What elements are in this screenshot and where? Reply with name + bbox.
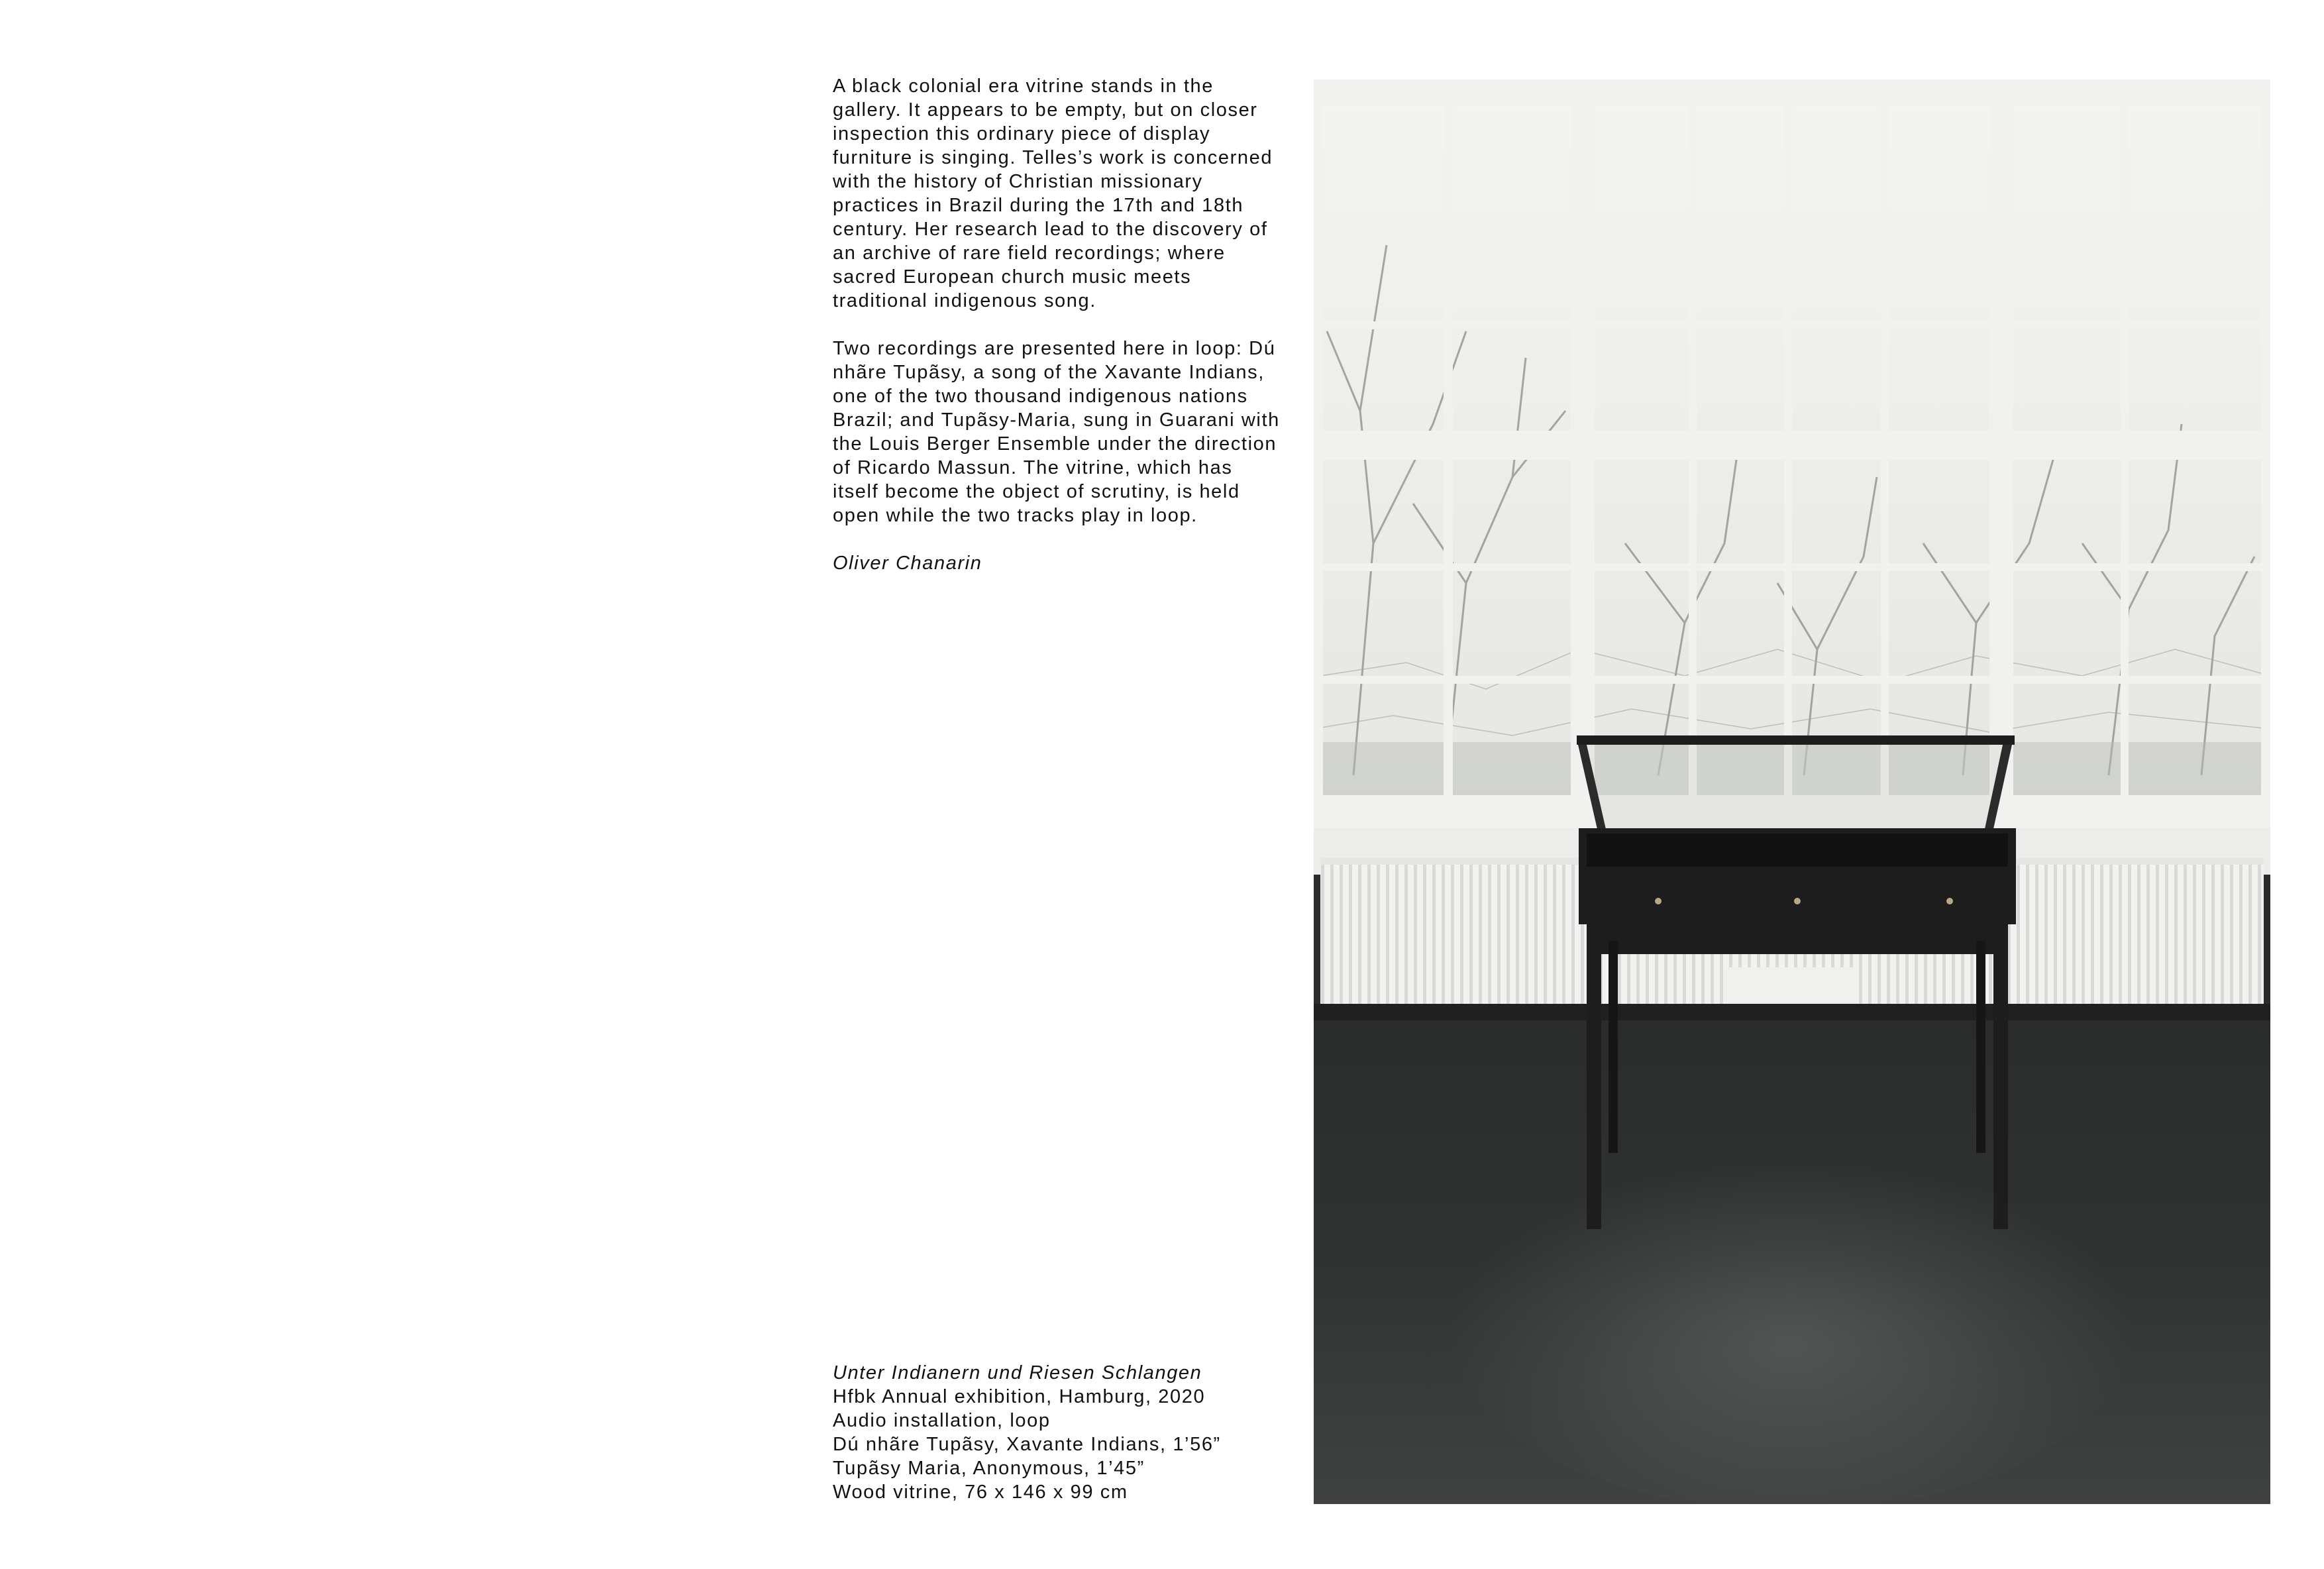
caption-line-5: Wood vitrine, 76 x 146 x 99 cm: [833, 1482, 1128, 1503]
installation-photo: [1314, 80, 2270, 1504]
caption-line-3: Dú nhãre Tupãsy, Xavante Indians, 1’56”: [833, 1434, 1221, 1455]
essay-paragraph-2: Two recordings are presented here in loop: Dú nhãre Tupãsy, a song of the Xavante Indians, one of the two thousand indigenous nations Brazil; and Tupãsy-Maria, sung in Guarani with the Louis Berger Ensemble under the direction of Ricardo Massun. The vitrine, which has itself become the object of scrutiny, is held open while the two tracks play in loop.: [833, 338, 1280, 526]
caption-line-4: Tupãsy Maria, Anonymous, 1’45”: [833, 1458, 1145, 1479]
essay-text: [833, 74, 1283, 599]
gallery-vitrine-photograph: [1314, 80, 2270, 1504]
caption-line-2: Audio installation, loop: [833, 1410, 1051, 1431]
caption-title: Unter Indianern und Riesen Schlangen: [833, 1362, 1202, 1383]
essay-author: Oliver Chanarin: [833, 553, 982, 574]
caption-line-1: Hfbk Annual exhibition, Hamburg, 2020: [833, 1386, 1206, 1407]
artwork-caption: [833, 1361, 1310, 1504]
essay-paragraph-1: A black colonial era vitrine stands in the gallery. It appears to be empty, but on closer inspection this ordinary piece of display furniture is singing. Telles’s work is concerned with the history of Christian missionary practices in Brazil during the 17th and 18th century. Her research lead to the discovery of an archive of rare field recordings; where sacred European church music meets traditional indigenous song.: [833, 76, 1273, 311]
